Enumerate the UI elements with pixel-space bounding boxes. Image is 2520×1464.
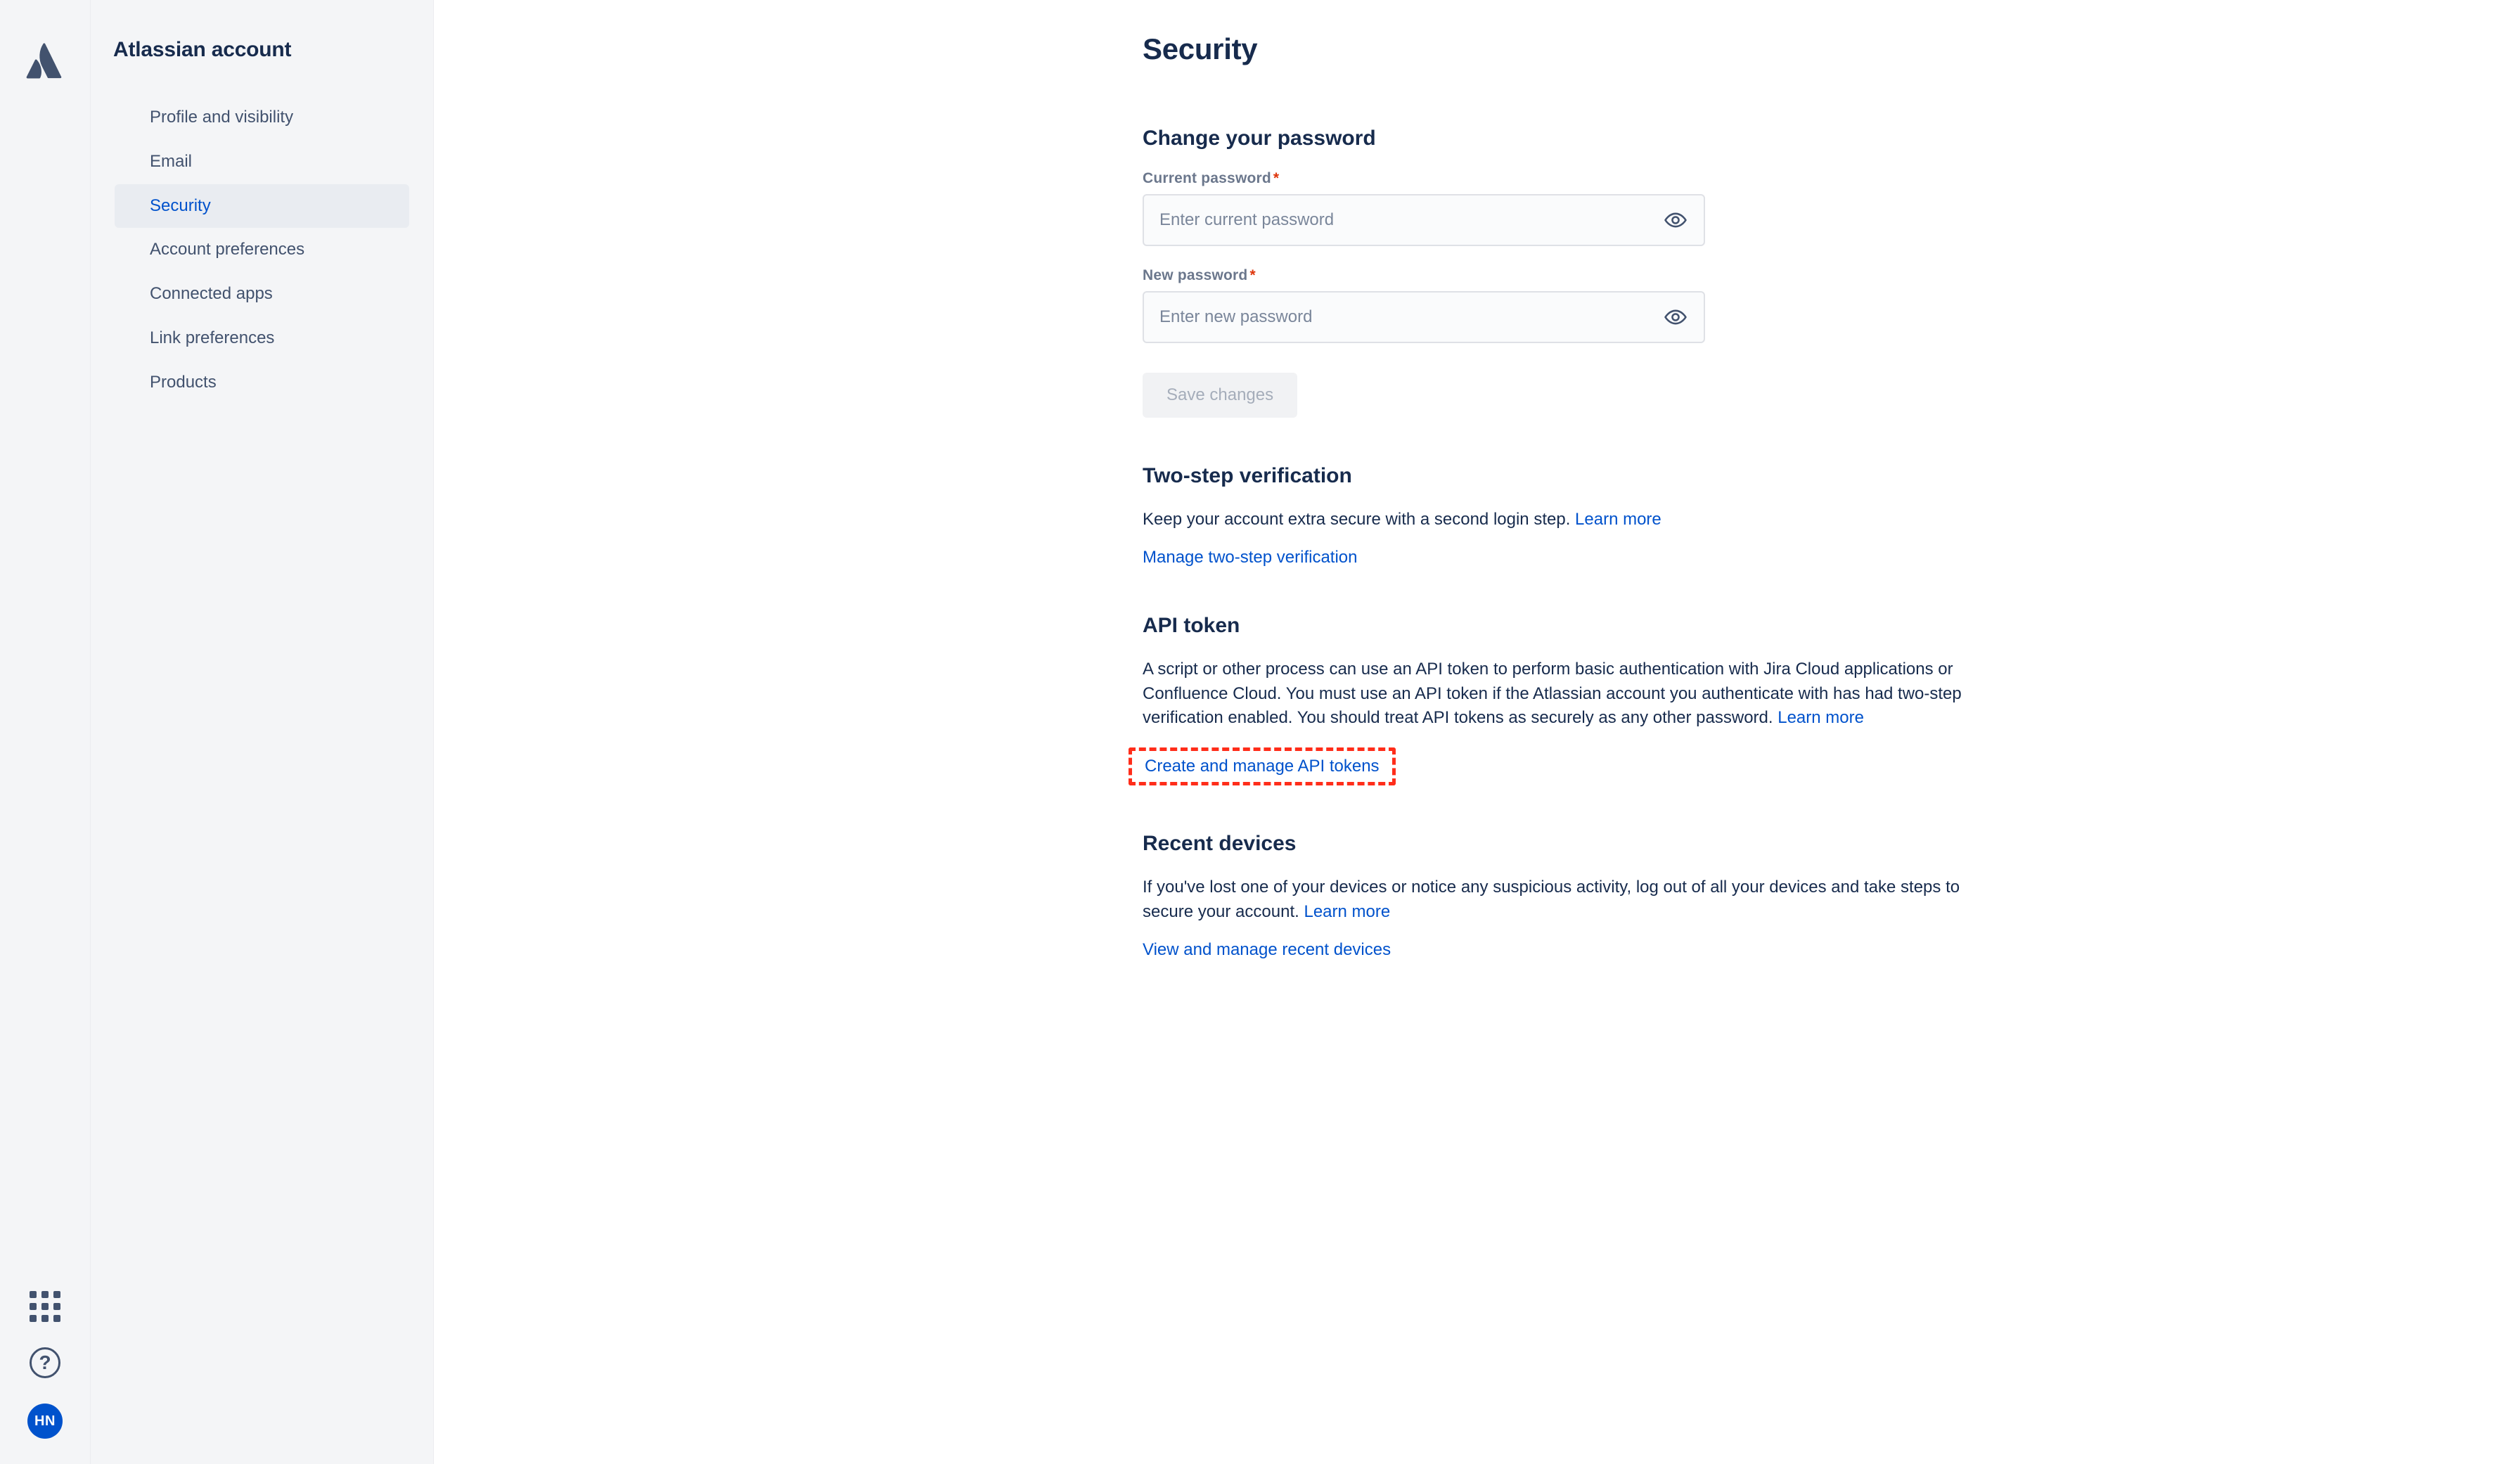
main-content bbox=[434, 0, 2520, 1464]
view-and-manage-recent-devices-link[interactable]: View and manage recent devices bbox=[1143, 939, 1391, 959]
sidebar-item-products[interactable]: Products bbox=[150, 372, 217, 392]
manage-two-step-verification-link[interactable]: Manage two-step verification bbox=[1143, 547, 1358, 567]
api-token-heading: API token bbox=[1143, 613, 1240, 637]
required-marker: * bbox=[1249, 267, 1256, 283]
sidebar-nav bbox=[91, 96, 433, 405]
recent-devices-description bbox=[1143, 875, 1972, 925]
api-token-learn-more-link[interactable]: Learn more bbox=[1778, 708, 1864, 728]
eye-icon[interactable] bbox=[1661, 206, 1690, 234]
avatar[interactable]: HN bbox=[27, 1404, 63, 1439]
recent-devices-learn-more-link[interactable]: Learn more bbox=[1304, 901, 1391, 921]
recent-devices-heading: Recent devices bbox=[1143, 832, 1297, 856]
two-step-learn-more-link[interactable]: Learn more bbox=[1575, 510, 1661, 529]
atlassian-logo-icon[interactable] bbox=[24, 41, 65, 82]
highlight-annotation bbox=[1129, 747, 1396, 785]
page-title: Security bbox=[1143, 32, 1258, 65]
change-password-section bbox=[1143, 127, 1986, 418]
rail-bottom-actions bbox=[0, 1291, 90, 1439]
two-step-manage-row bbox=[1143, 548, 1986, 567]
save-changes-button[interactable]: Save changes bbox=[1143, 373, 1297, 418]
recent-devices-description-text: If you've lost one of your devices or notice any suspicious activity, log out of all your devices and take steps to secure your account. bbox=[1143, 878, 1960, 921]
api-token-description bbox=[1143, 657, 1972, 731]
new-password-field-wrap bbox=[1143, 291, 1705, 343]
sidebar-item-security[interactable]: Security bbox=[115, 184, 409, 229]
api-token-description-text: A script or other process can use an API token to perform basic authentication with Jira Cloud applications or Confluence Cloud. You must use an API token if the Atlassian account you authenticate with has had two-step verification enabled. You should treat API tokens as securely as any other password. bbox=[1143, 659, 1962, 728]
current-password-field-wrap bbox=[1143, 194, 1705, 246]
sidebar-item-account-preferences[interactable]: Account preferences bbox=[150, 240, 305, 259]
sidebar bbox=[91, 0, 434, 1464]
new-password-label-text: New password bbox=[1143, 267, 1248, 283]
current-password-label-text: Current password bbox=[1143, 170, 1271, 186]
two-step-description-text: Keep your account extra secure with a second login step. bbox=[1143, 510, 1571, 529]
two-step-description bbox=[1143, 508, 1972, 532]
new-password-label bbox=[1143, 267, 1986, 284]
sidebar-item-connected-apps[interactable]: Connected apps bbox=[150, 284, 273, 304]
create-and-manage-api-tokens-link[interactable]: Create and manage API tokens bbox=[1145, 757, 1380, 776]
recent-devices-manage-row bbox=[1143, 940, 1986, 960]
two-step-verification-section bbox=[1143, 464, 1986, 567]
api-token-section bbox=[1143, 614, 1986, 785]
sidebar-item-link-preferences[interactable]: Link preferences bbox=[150, 328, 275, 347]
recent-devices-section bbox=[1143, 832, 1986, 960]
current-password-input[interactable] bbox=[1143, 194, 1705, 246]
sidebar-item-profile-and-visibility[interactable]: Profile and visibility bbox=[150, 108, 294, 127]
new-password-input[interactable] bbox=[1143, 291, 1705, 343]
app-switcher-grid-icon[interactable] bbox=[30, 1291, 60, 1322]
two-step-heading: Two-step verification bbox=[1143, 464, 1352, 487]
sidebar-item-email[interactable]: Email bbox=[150, 151, 193, 171]
eye-icon[interactable] bbox=[1661, 303, 1690, 331]
change-password-heading: Change your password bbox=[1143, 127, 1376, 150]
help-question-icon[interactable]: ? bbox=[30, 1347, 60, 1378]
icon-rail bbox=[0, 0, 91, 1464]
required-marker: * bbox=[1273, 170, 1280, 186]
sidebar-title: Atlassian account bbox=[113, 38, 292, 61]
current-password-label bbox=[1143, 170, 1986, 187]
